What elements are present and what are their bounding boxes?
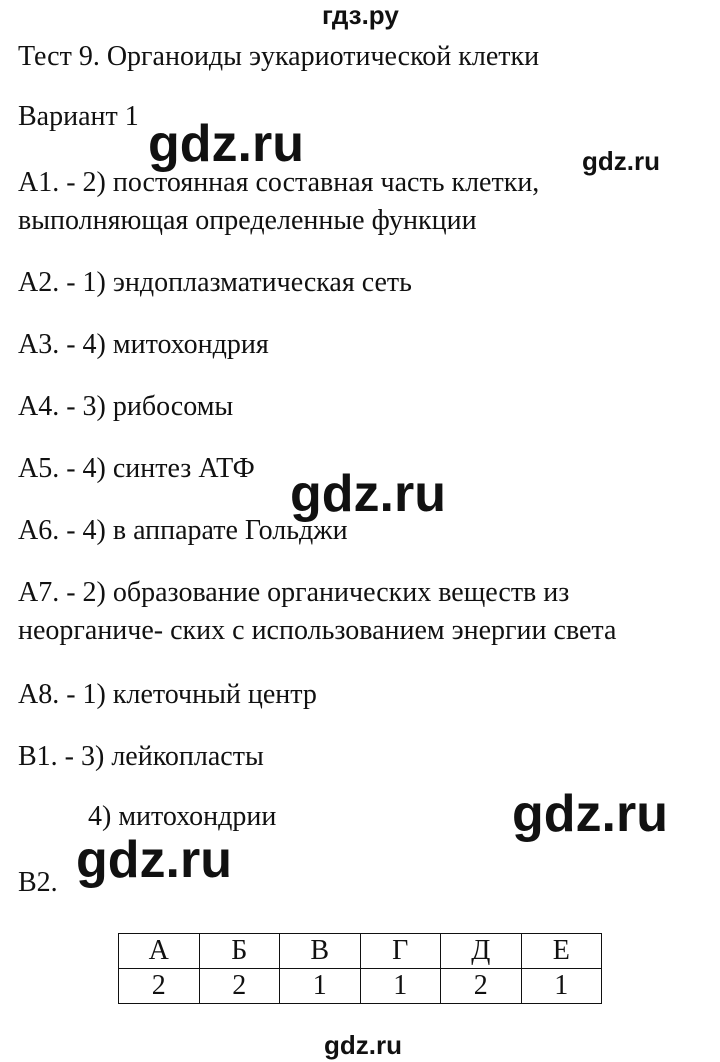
table-header-cell: Г: [360, 934, 441, 969]
answer-b1-line2: 4) митохондрии: [88, 801, 277, 832]
table-header-cell: Д: [441, 934, 522, 969]
watermark-logo: gdz.ru: [512, 785, 668, 843]
watermark-logo: gdz.ru: [582, 146, 660, 176]
table-cell: 1: [360, 969, 441, 1004]
table-header-cell: А: [119, 934, 200, 969]
table-cell: 2: [119, 969, 200, 1004]
watermark-logo: gdz.ru: [290, 465, 446, 523]
table-header-cell: В: [280, 934, 361, 969]
answer-a5: А5. - 4) синтез АТФ: [18, 453, 255, 484]
answer-a7-line1: А7. - 2) образование органических веществ из: [18, 577, 570, 608]
table-cell: 1: [280, 969, 361, 1004]
variant-label: Вариант 1: [18, 101, 139, 132]
answer-a1-line1: А1. - 2) постоянная составная часть клетки,: [18, 167, 540, 198]
answer-a7-line2: неорганиче- ских с использованием энергии света: [18, 615, 617, 646]
answer-a1-line2: выполняющая определенные функции: [18, 205, 477, 236]
watermark-logo: gdz.ru: [76, 831, 232, 889]
answer-a3: А3. - 4) митохондрия: [18, 329, 269, 360]
table-cell: 1: [521, 969, 602, 1004]
table-cell: 2: [199, 969, 280, 1004]
table-row: [119, 969, 602, 1004]
answer-a6: А6. - 4) в аппарате Гольджи: [18, 515, 348, 546]
table-header-cell: Б: [199, 934, 280, 969]
page-title: Тест 9. Органоиды эукариотической клетки: [18, 41, 540, 72]
answer-b2-label: В2.: [18, 867, 58, 898]
answer-a2: А2. - 1) эндоплазматическая сеть: [18, 267, 412, 298]
answer-table: [118, 933, 602, 1004]
answer-a4: А4. - 3) рибосомы: [18, 391, 234, 422]
footer-watermark: gdz.ru: [324, 1030, 402, 1060]
watermark-logo: gdz.ru: [148, 115, 304, 173]
table-header-cell: Е: [521, 934, 602, 969]
table-cell: 2: [441, 969, 522, 1004]
answer-a8: А8. - 1) клеточный центр: [18, 679, 317, 710]
header-site-label: гдз.ру: [322, 0, 399, 30]
table-header-row: [119, 934, 602, 969]
answer-b1-line1: В1. - 3) лейкопласты: [18, 741, 264, 772]
